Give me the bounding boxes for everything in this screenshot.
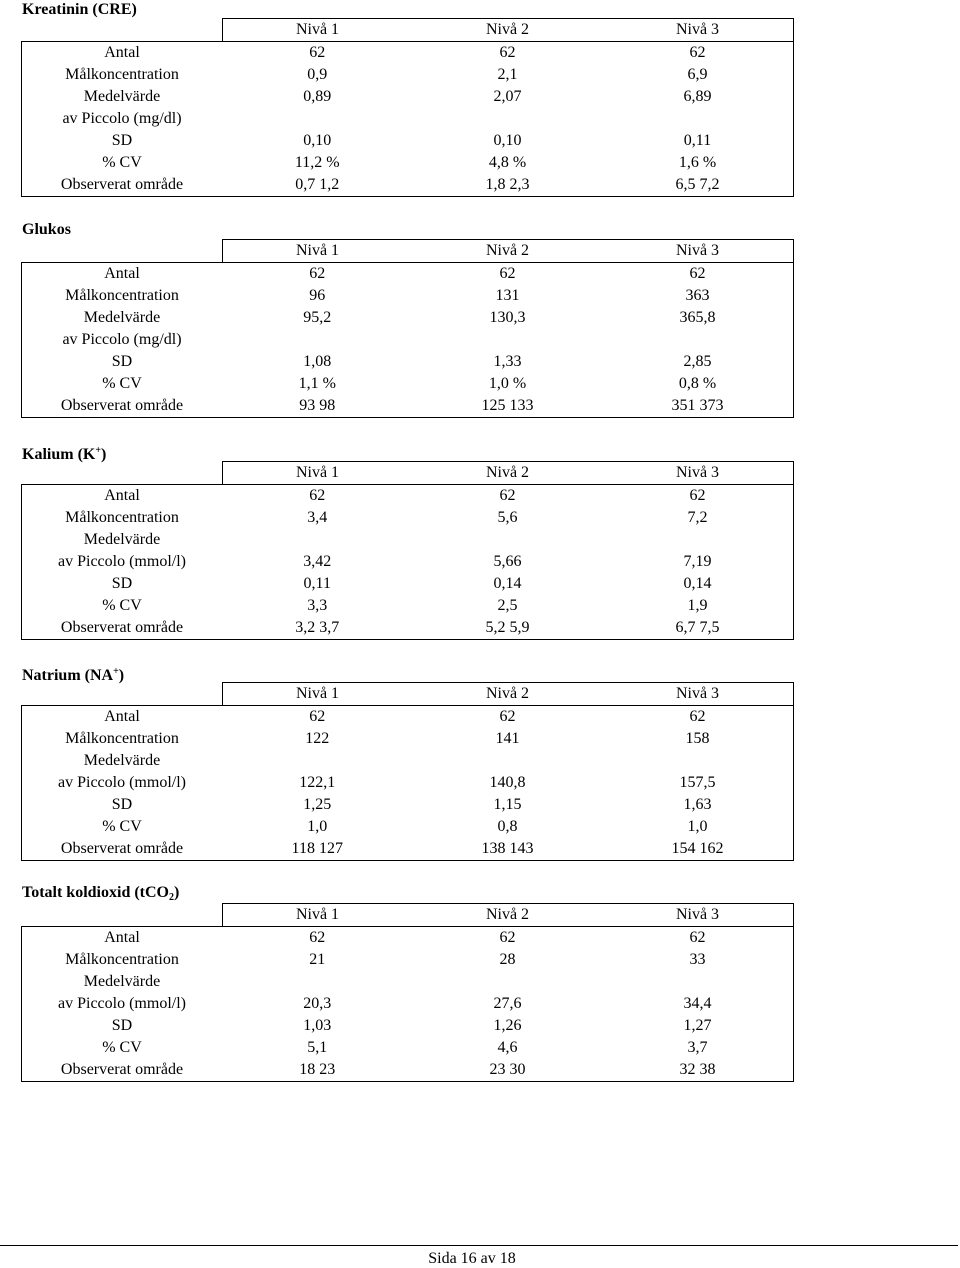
header-niva-1: Nivå 1 bbox=[222, 683, 413, 706]
cell-value: 6,89 bbox=[603, 86, 794, 108]
header-niva-1: Nivå 1 bbox=[222, 462, 413, 485]
row-label: Målkoncentration bbox=[22, 949, 223, 971]
cell-value: 1,6 % bbox=[603, 152, 794, 174]
table-row bbox=[22, 706, 794, 729]
cell-value: 0,7 1,2 bbox=[222, 174, 413, 197]
table-header-row bbox=[22, 19, 794, 42]
cell-value: 138 143 bbox=[413, 838, 603, 861]
section-title-natrium: Natrium (NA+) bbox=[22, 666, 125, 684]
cell-value: 1,25 bbox=[303, 796, 332, 813]
table-row bbox=[22, 152, 794, 174]
cell-value: 122 bbox=[305, 730, 330, 747]
cell-value: 27,6 bbox=[493, 995, 522, 1012]
row-label: Antal bbox=[22, 927, 223, 950]
table-row bbox=[22, 507, 794, 529]
header-niva-3: Nivå 3 bbox=[603, 240, 794, 263]
row-label: Målkoncentration bbox=[22, 728, 223, 750]
row-label: Antal bbox=[22, 42, 223, 65]
header-niva-3: Nivå 3 bbox=[603, 19, 794, 42]
row-label: Antal bbox=[22, 706, 223, 729]
row-label: Medelvärde bbox=[22, 971, 223, 993]
cell-value: 62 bbox=[499, 929, 516, 946]
cell-value: 0,14 bbox=[603, 573, 794, 595]
cell-value: 4,6 bbox=[497, 1039, 518, 1056]
page-number: Sida 16 av 18 bbox=[428, 1250, 516, 1267]
table-row bbox=[22, 794, 794, 816]
cell-value: 62 bbox=[499, 265, 516, 282]
cell-value: 62 bbox=[309, 708, 326, 725]
row-label: % CV bbox=[22, 816, 223, 838]
row-label: av Piccolo (mg/dl) bbox=[22, 329, 223, 351]
row-label: Målkoncentration bbox=[22, 285, 223, 307]
cell-value: 122,1 bbox=[299, 774, 336, 791]
table-row bbox=[22, 373, 794, 395]
cell-value: 5,2 5,9 bbox=[413, 617, 603, 640]
cell-value: 62 bbox=[603, 927, 794, 950]
cell-value: 3,2 3,7 bbox=[222, 617, 413, 640]
cell-value: 5,1 bbox=[307, 1039, 328, 1056]
row-label: SD bbox=[22, 130, 223, 152]
table-kreatinin bbox=[21, 18, 794, 197]
table-row bbox=[22, 750, 794, 772]
row-label: Observerat område bbox=[22, 617, 223, 640]
cell-value: 125 133 bbox=[413, 395, 603, 418]
section-title-kalium: Kalium (K+) bbox=[22, 445, 107, 463]
table-row bbox=[22, 86, 794, 108]
row-label: av Piccolo (mmol/l) bbox=[22, 993, 223, 1015]
header-niva-1: Nivå 1 bbox=[222, 19, 413, 42]
table-row bbox=[22, 329, 794, 351]
cell-value: 131 bbox=[495, 287, 520, 304]
header-niva-3: Nivå 3 bbox=[603, 683, 794, 706]
cell-value: 363 bbox=[603, 285, 794, 307]
cell-value: 140,8 bbox=[489, 774, 526, 791]
cell-value: 0,11 bbox=[303, 575, 331, 592]
row-label: av Piccolo (mmol/l) bbox=[22, 772, 223, 794]
cell-value: 62 bbox=[309, 929, 326, 946]
table-row bbox=[22, 485, 794, 508]
section-title-koldioxid: Totalt koldioxid (tCO$_2$) bbox=[22, 884, 180, 903]
header-niva-3: Nivå 3 bbox=[603, 462, 794, 485]
table-row bbox=[22, 993, 794, 1015]
cell-value: 0,10 bbox=[303, 132, 332, 149]
table-header-row bbox=[22, 462, 794, 485]
cell-value: 0,10 bbox=[493, 132, 522, 149]
table-row bbox=[22, 1059, 794, 1082]
row-label: av Piccolo (mmol/l) bbox=[22, 551, 223, 573]
table-row bbox=[22, 64, 794, 86]
cell-value: 4,8 % bbox=[488, 154, 527, 171]
cell-value: 96 bbox=[309, 287, 326, 304]
row-label: Medelvärde bbox=[22, 750, 223, 772]
cell-value: 2,85 bbox=[603, 351, 794, 373]
row-label: SD bbox=[22, 794, 223, 816]
cell-value: 1,1 % bbox=[298, 375, 336, 392]
cell-value: 0,11 bbox=[603, 130, 794, 152]
table-koldioxid bbox=[21, 903, 794, 1082]
table-row bbox=[22, 1015, 794, 1037]
header-niva-2: Nivå 2 bbox=[413, 683, 603, 706]
table-row bbox=[22, 285, 794, 307]
header-niva-1: Nivå 1 bbox=[222, 240, 413, 263]
cell-value: 141 bbox=[495, 730, 520, 747]
table-row bbox=[22, 949, 794, 971]
cell-value: 2,07 bbox=[493, 88, 522, 105]
cell-value: 62 bbox=[603, 263, 794, 286]
cell-value: 62 bbox=[499, 487, 516, 504]
cell-value: 18 23 bbox=[222, 1059, 413, 1082]
table-row bbox=[22, 772, 794, 794]
table-row bbox=[22, 351, 794, 373]
cell-value: 1,03 bbox=[303, 1017, 332, 1034]
cell-value: 6,5 7,2 bbox=[603, 174, 794, 197]
table-row bbox=[22, 174, 794, 197]
row-label: Målkoncentration bbox=[22, 64, 223, 86]
cell-value: 95,2 bbox=[303, 309, 332, 326]
cell-value: 1,63 bbox=[603, 794, 794, 816]
header-niva-2: Nivå 2 bbox=[413, 19, 603, 42]
cell-value: 1,0 bbox=[307, 818, 328, 835]
cell-value: 62 bbox=[603, 485, 794, 508]
table-row bbox=[22, 816, 794, 838]
table-row bbox=[22, 263, 794, 286]
cell-value: 0,89 bbox=[303, 88, 332, 105]
cell-value: 3,3 bbox=[307, 597, 328, 614]
section-title-glukos: Glukos bbox=[22, 221, 71, 238]
table-header-row bbox=[22, 240, 794, 263]
header-niva-2: Nivå 2 bbox=[413, 240, 603, 263]
table-row bbox=[22, 395, 794, 418]
cell-value: 32 38 bbox=[603, 1059, 794, 1082]
cell-value: 93 98 bbox=[222, 395, 413, 418]
cell-value: 0,8 bbox=[497, 818, 518, 835]
cell-value: 1,15 bbox=[493, 796, 522, 813]
cell-value: 6,7 7,5 bbox=[603, 617, 794, 640]
cell-value: 62 bbox=[309, 265, 326, 282]
row-label: Observerat område bbox=[22, 1059, 223, 1082]
table-glukos bbox=[21, 239, 794, 418]
table-kalium bbox=[21, 461, 794, 640]
cell-value: 1,9 bbox=[603, 595, 794, 617]
table-natrium bbox=[21, 682, 794, 861]
cell-value: 28 bbox=[499, 951, 516, 968]
cell-value: 1,8 2,3 bbox=[413, 174, 603, 197]
cell-value: 0,14 bbox=[493, 575, 522, 592]
cell-value: 3,42 bbox=[303, 553, 332, 570]
cell-value: 5,66 bbox=[493, 553, 522, 570]
table-row bbox=[22, 529, 794, 551]
row-label: av Piccolo (mg/dl) bbox=[22, 108, 223, 130]
table-row bbox=[22, 927, 794, 950]
table-row bbox=[22, 1037, 794, 1059]
table-row bbox=[22, 595, 794, 617]
header-niva-1: Nivå 1 bbox=[222, 904, 413, 927]
cell-value: 0,9 bbox=[307, 66, 328, 83]
table-row bbox=[22, 971, 794, 993]
row-label: Observerat område bbox=[22, 174, 223, 197]
cell-value: 62 bbox=[603, 42, 794, 65]
cell-value: 33 bbox=[603, 949, 794, 971]
cell-value: 1,0 % bbox=[488, 375, 527, 392]
row-label: SD bbox=[22, 351, 223, 373]
row-label: % CV bbox=[22, 1037, 223, 1059]
cell-value: 2,1 bbox=[497, 66, 518, 83]
cell-value: 118 127 bbox=[222, 838, 413, 861]
table-row bbox=[22, 551, 794, 573]
footer-divider bbox=[0, 1245, 958, 1246]
row-label: Målkoncentration bbox=[22, 507, 223, 529]
cell-value: 0,8 % bbox=[603, 373, 794, 395]
row-label: % CV bbox=[22, 152, 223, 174]
table-row bbox=[22, 573, 794, 595]
header-niva-3: Nivå 3 bbox=[603, 904, 794, 927]
cell-value: 21 bbox=[309, 951, 326, 968]
row-label: SD bbox=[22, 573, 223, 595]
cell-value: 20,3 bbox=[303, 995, 332, 1012]
cell-value: 11,2 % bbox=[294, 154, 340, 171]
cell-value: 2,5 bbox=[497, 597, 518, 614]
row-label: % CV bbox=[22, 373, 223, 395]
cell-value: 62 bbox=[499, 44, 516, 61]
cell-value: 157,5 bbox=[603, 772, 794, 794]
cell-value: 3,4 bbox=[307, 509, 328, 526]
cell-value: 34,4 bbox=[603, 993, 794, 1015]
row-label: % CV bbox=[22, 595, 223, 617]
cell-value: 351 373 bbox=[603, 395, 794, 418]
cell-value: 365,8 bbox=[603, 307, 794, 329]
header-niva-2: Nivå 2 bbox=[413, 462, 603, 485]
row-label: Observerat område bbox=[22, 838, 223, 861]
row-label: Medelvärde bbox=[22, 529, 223, 551]
row-label: Observerat område bbox=[22, 395, 223, 418]
cell-value: 7,2 bbox=[603, 507, 794, 529]
table-row bbox=[22, 617, 794, 640]
cell-value: 62 bbox=[309, 44, 326, 61]
table-row bbox=[22, 728, 794, 750]
cell-value: 6,9 bbox=[603, 64, 794, 86]
cell-value: 7,19 bbox=[603, 551, 794, 573]
cell-value: 5,6 bbox=[497, 509, 518, 526]
table-row bbox=[22, 130, 794, 152]
table-header-row bbox=[22, 683, 794, 706]
cell-value: 3,7 bbox=[603, 1037, 794, 1059]
row-label: SD bbox=[22, 1015, 223, 1037]
cell-value: 62 bbox=[603, 706, 794, 729]
table-row bbox=[22, 42, 794, 65]
header-niva-2: Nivå 2 bbox=[413, 904, 603, 927]
cell-value: 23 30 bbox=[413, 1059, 603, 1082]
table-row bbox=[22, 838, 794, 861]
cell-value: 1,08 bbox=[303, 353, 332, 370]
table-header-row bbox=[22, 904, 794, 927]
row-label: Medelvärde bbox=[22, 307, 223, 329]
cell-value: 62 bbox=[499, 708, 516, 725]
table-row bbox=[22, 307, 794, 329]
row-label: Antal bbox=[22, 263, 223, 286]
cell-value: 1,26 bbox=[493, 1017, 522, 1034]
cell-value: 1,33 bbox=[493, 353, 522, 370]
cell-value: 154 162 bbox=[603, 838, 794, 861]
cell-value: 130,3 bbox=[489, 309, 526, 326]
row-label: Antal bbox=[22, 485, 223, 508]
cell-value: 62 bbox=[309, 487, 326, 504]
cell-value: 1,0 bbox=[603, 816, 794, 838]
table-row bbox=[22, 108, 794, 130]
section-title-kreatinin: Kreatinin (CRE) bbox=[22, 1, 137, 18]
row-label: Medelvärde bbox=[22, 86, 223, 108]
cell-value: 158 bbox=[603, 728, 794, 750]
cell-value: 1,27 bbox=[603, 1015, 794, 1037]
